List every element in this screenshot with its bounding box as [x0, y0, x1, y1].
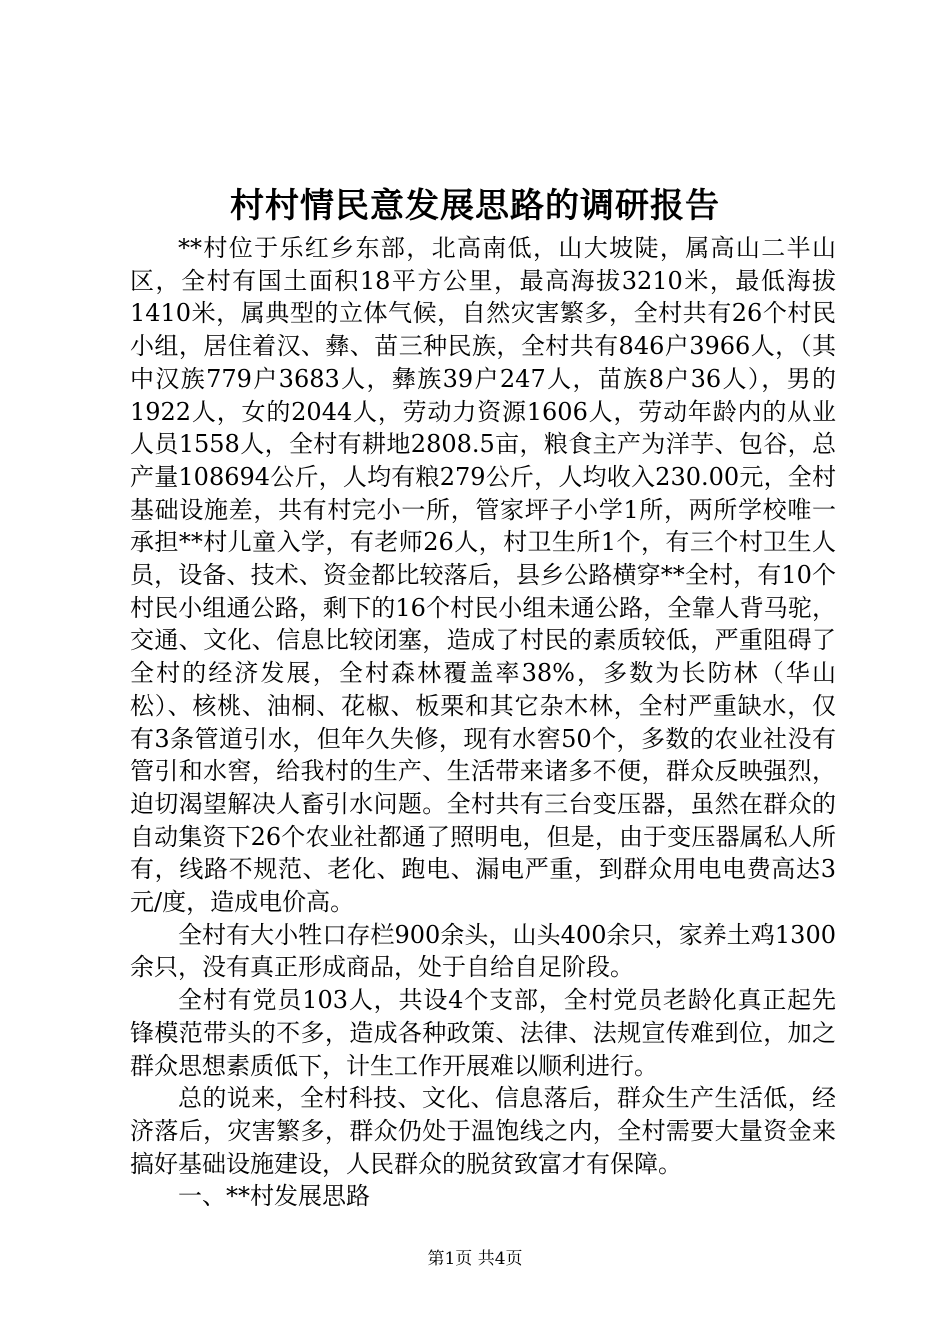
paragraph-party-members: 全村有党员103人，共设4个支部，全村党员老龄化真正起先锋模范带头的不多，造成各种政策、法律、法规宣传难到位，加之群众思想素质低下，计生工作开展难以顺利进行。: [130, 986, 836, 1080]
paragraph-summary: 总的说来，全村科技、文化、信息落后，群众生产生活低，经济落后，灾害繁多，群众仍处于温饱线之内，全村需要大量资金来搞好基础设施建设，人民群众的脱贫致富才有保障。: [130, 1084, 836, 1178]
page-footer: 第1页 共4页: [427, 1249, 523, 1269]
document-title: 村村情民意发展思路的调研报告: [230, 186, 720, 226]
document-body: [130, 232, 836, 1213]
paragraph-village-overview: **村位于乐红乡东部，北高南低，山大坡陡，属高山二半山区，全村有国土面积18平方公里，最高海拔3210米，最低海拔1410米，属典型的立体气候，自然灾害繁多，全村共有26个村民小组，居住着汉、彝、苗三种民族，全村共有846户3966人，（其中汉族779户3683人，彝族39户247人，苗族8户36人），男的1922人，女的2044人，劳动力资源1606人，劳动年龄内的从业人员1558人，全村有耕地2808.5亩，粮食主产为洋芋、包谷，总产量108694公斤，人均有粮279公斤，人均收入230.00元，全村基础设施差，共有村完小一所，管家坪子小学1所，两所学校唯一承担**村儿童入学，有老师26人，村卫生所1个，有三个村卫生人员，设备、技术、资金都比较落后，县乡公路横穿**全村，有10个村民小组通公路，剩下的16个村民小组未通公路，全靠人背马驼，交通、文化、信息比较闭塞，造成了村民的素质较低，严重阻碍了全村的经济发展，全村森林覆盖率38%，多数为长防林（华山松）、核桃、油桐、花椒、板栗和其它杂木林，全村严重缺水，仅有3条管道引水，但年久失修，现有水窖50个，多数的农业社没有管引和水窖，给我村的生产、生活带来诸多不便，群众反映强烈，迫切渴望解决人畜引水问题。全村共有三台变压器，虽然在群众的自动集资下26个农业社都通了照明电，但是，由于变压器属私人所有，线路不规范、老化、跑电、漏电严重，到群众用电电费高达3元/度，造成电价高。: [130, 234, 836, 917]
paragraph-livestock: 全村有大小牲口存栏900余头，山头400余只，家养土鸡1300余只，没有真正形成商品，处于自给自足阶段。: [130, 920, 836, 982]
section-heading-development: 一、**村发展思路: [178, 1182, 370, 1211]
